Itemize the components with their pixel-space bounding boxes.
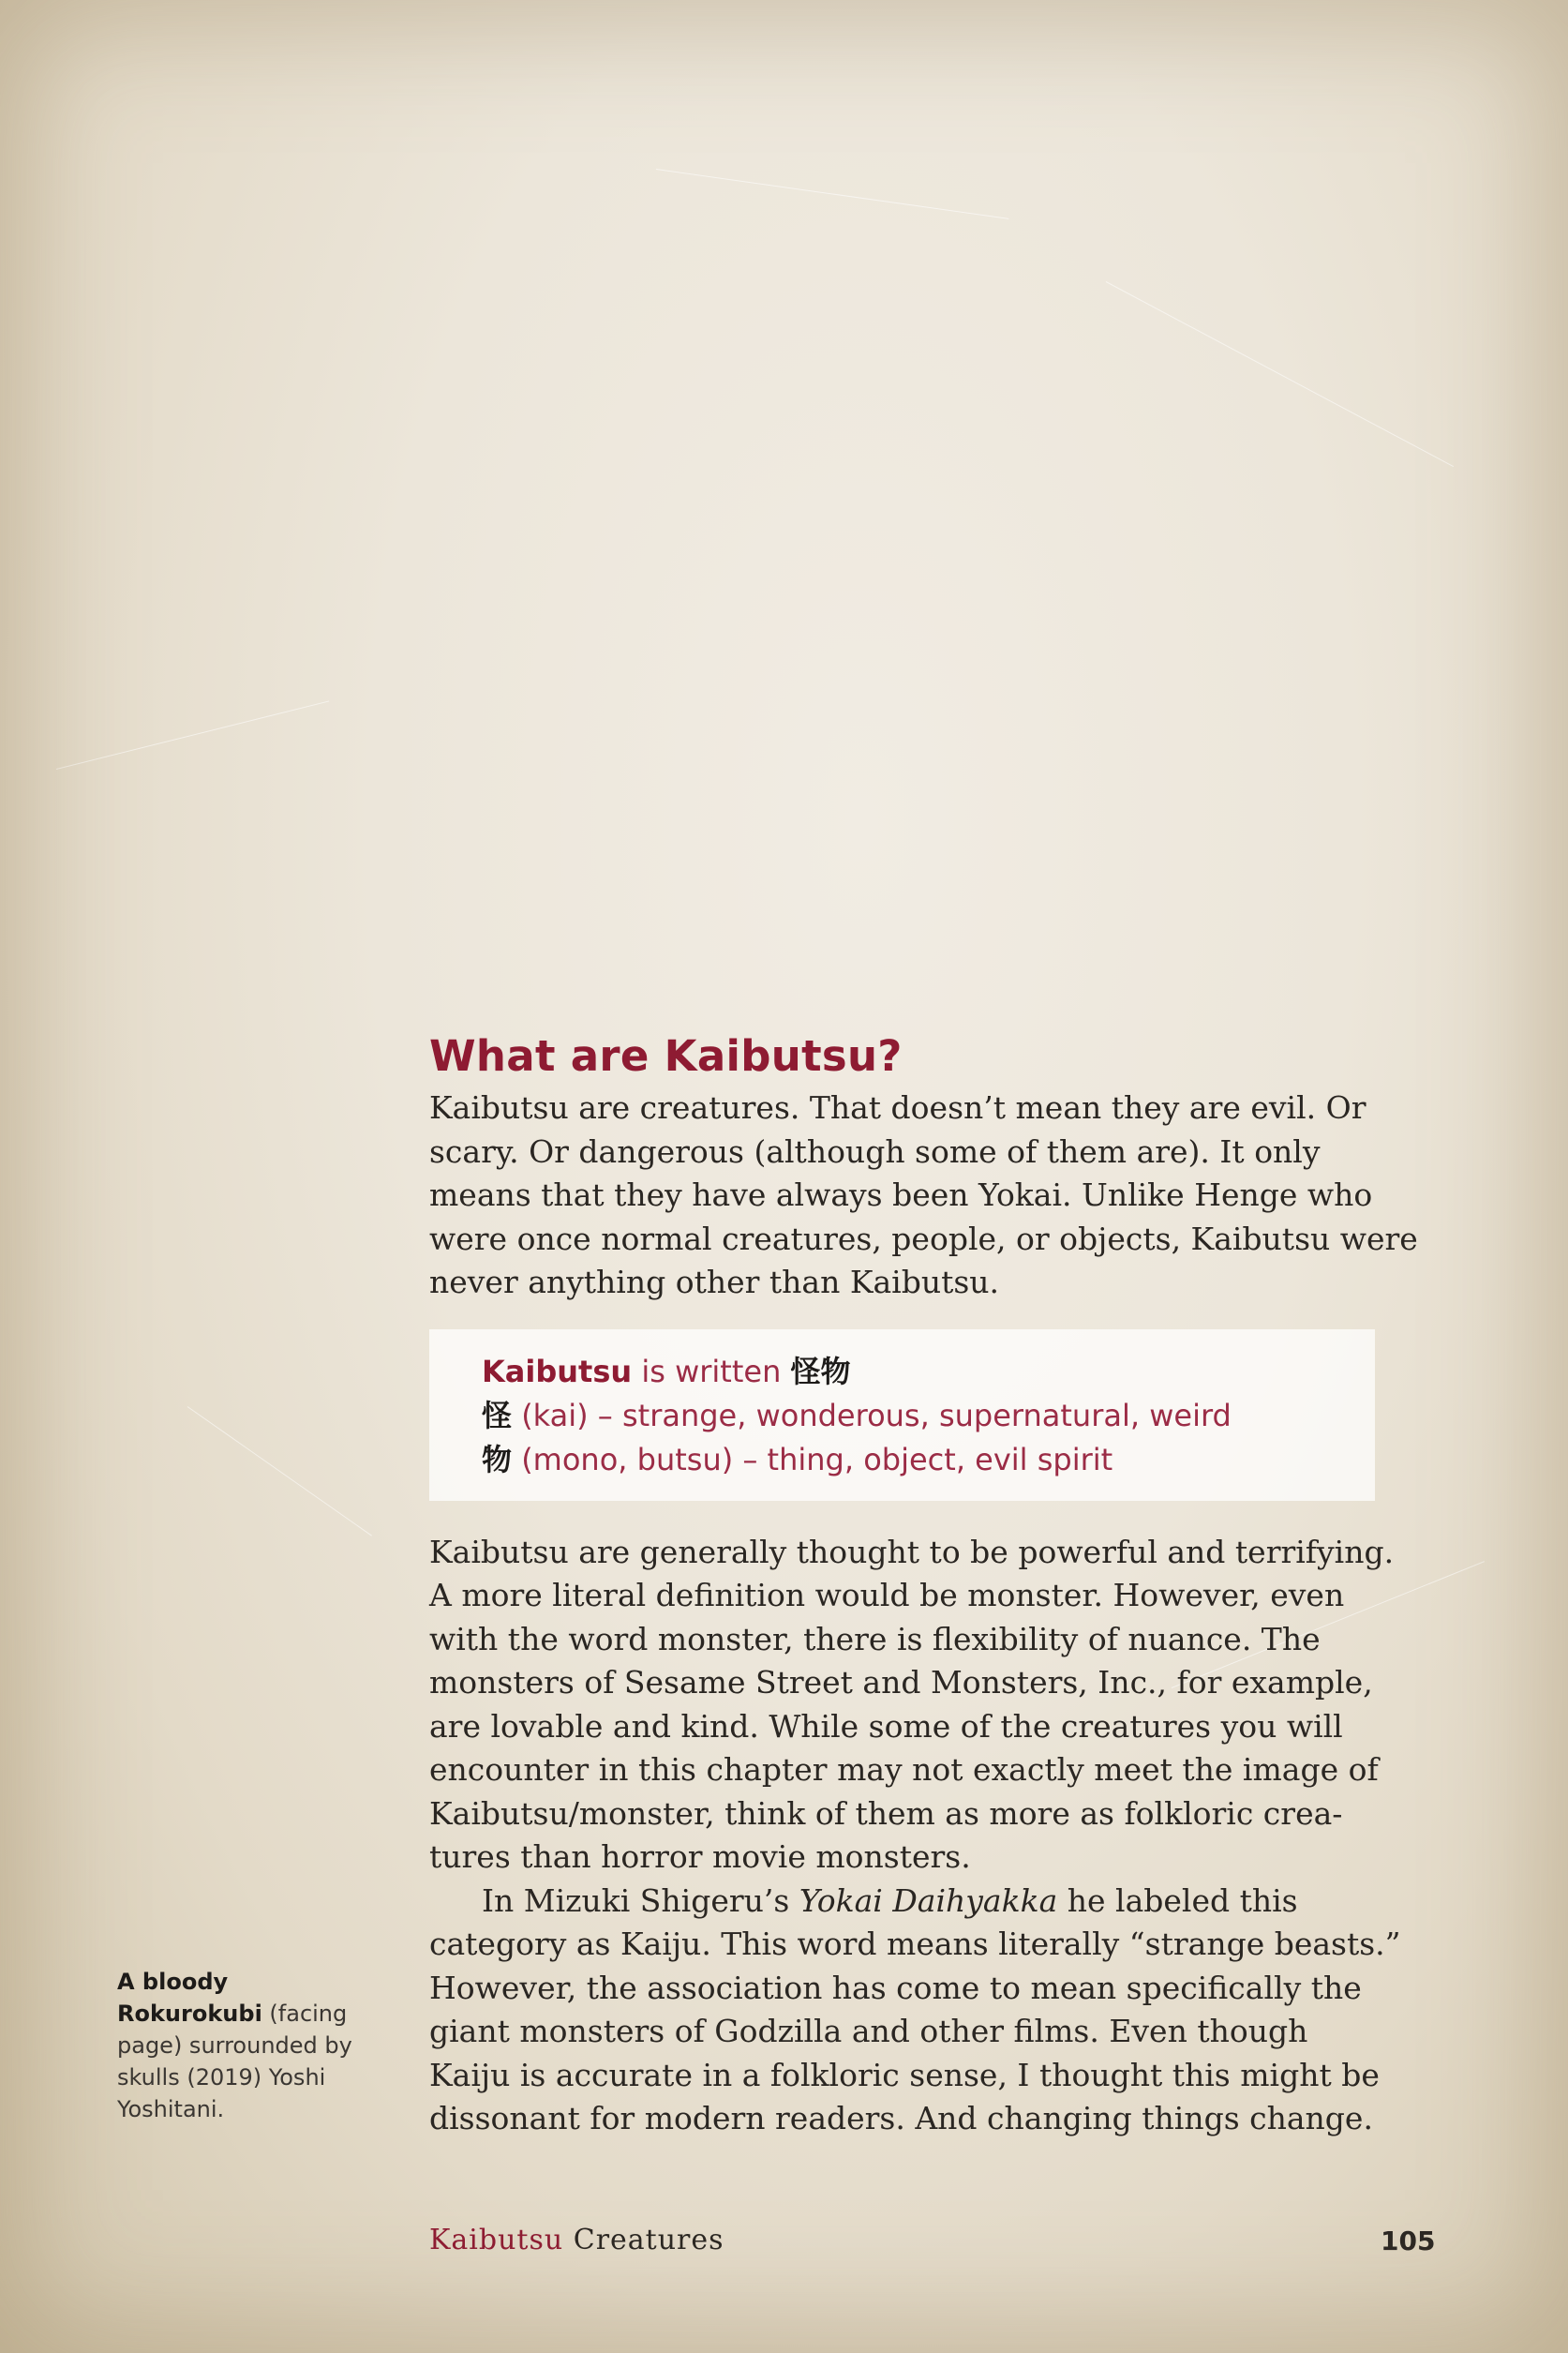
text-line: category as Kaiju. This word means literally “strange beasts.” — [429, 1926, 1401, 1962]
intro-paragraph — [429, 1087, 1427, 1305]
text-line: never anything other than Kaibutsu. — [429, 1264, 1000, 1300]
kanji-mono-definition: (mono, butsu) – thing, object, evil spirit — [512, 1441, 1113, 1477]
text-line: were once normal creatures, people, or objects, Kaibutsu were — [429, 1220, 1418, 1257]
text-line: tures than horror movie monsters. — [429, 1838, 971, 1875]
kanji-written-label: is written — [632, 1353, 791, 1389]
text-line: Kaibutsu are creatures. That doesn’t mean they are evil. Or — [429, 1089, 1366, 1126]
paper-scratch — [56, 700, 329, 770]
paper-scratch — [1106, 281, 1454, 467]
text-line: monsters of Sesame Street and Monsters, Inc., for example, — [429, 1664, 1373, 1701]
body-paragraph-2 — [429, 1531, 1427, 1880]
body-paragraph-3 — [429, 1880, 1427, 2141]
text-fragment: he labeled this — [1057, 1881, 1298, 1919]
kanji-written-line — [482, 1350, 1375, 1394]
caption-bold: A bloody Rokurokubi — [117, 1969, 262, 2027]
kanji-mono-line — [482, 1438, 1375, 1482]
page-number: 105 — [1381, 2226, 1436, 2256]
text-line: A more literal definition would be monster. However, even — [429, 1577, 1345, 1613]
section-heading: What are Kaibutsu? — [429, 1031, 903, 1081]
kanji-mono-glyph: 物 — [482, 1441, 513, 1477]
kanji-kai-definition: (kai) – strange, wonderous, supernatural, weird — [512, 1397, 1232, 1433]
footer-section-accent: Kaibutsu — [429, 2224, 564, 2256]
text-line: with the word monster, there is flexibility of nuance. The — [429, 1620, 1321, 1657]
kanji-term-glyphs: 怪物 — [790, 1353, 851, 1389]
kanji-term: Kaibutsu — [482, 1353, 633, 1389]
caption-text: (facing page) surrounded by skulls (2019) Yoshi Yoshitani. — [117, 2001, 352, 2122]
image-caption — [117, 1966, 370, 2125]
kanji-kai-line — [482, 1394, 1375, 1438]
text-line: scary. Or dangerous (although some of them are). It only — [429, 1132, 1321, 1170]
running-footer — [429, 2224, 724, 2256]
text-line: encounter in this chapter may not exactly meet the image of — [429, 1751, 1379, 1788]
book-title: Yokai Daihyakka — [799, 1881, 1058, 1919]
main-column — [429, 1027, 1427, 2141]
paper-scratch — [187, 1406, 372, 1536]
text-line: However, the association has come to mean specifically the — [429, 1969, 1362, 2006]
text-line: Kaiju is accurate in a folkloric sense, I thought this might be — [429, 2056, 1380, 2093]
text-line: Kaibutsu/monster, think of them as more as folkloric crea- — [429, 1794, 1343, 1832]
text-line: dissonant for modern readers. And changing things change. — [429, 2100, 1373, 2136]
text-line: giant monsters of Godzilla and other films. Even though — [429, 2013, 1308, 2049]
text-line: are lovable and kind. While some of the creatures you will — [429, 1707, 1343, 1745]
kanji-kai-glyph: 怪 — [482, 1397, 513, 1433]
footer-section-rest: Creatures — [563, 2224, 724, 2256]
kanji-definition-box — [429, 1329, 1375, 1501]
text-line — [429, 1880, 1427, 1924]
text-line: Kaibutsu are generally thought to be powerful and terrifying. — [429, 1533, 1395, 1570]
text-fragment: In Mizuki Shigeru’s — [482, 1881, 799, 1919]
paper-scratch — [656, 169, 1008, 219]
text-line: means that they have always been Yokai. Unlike Henge who — [429, 1176, 1373, 1213]
